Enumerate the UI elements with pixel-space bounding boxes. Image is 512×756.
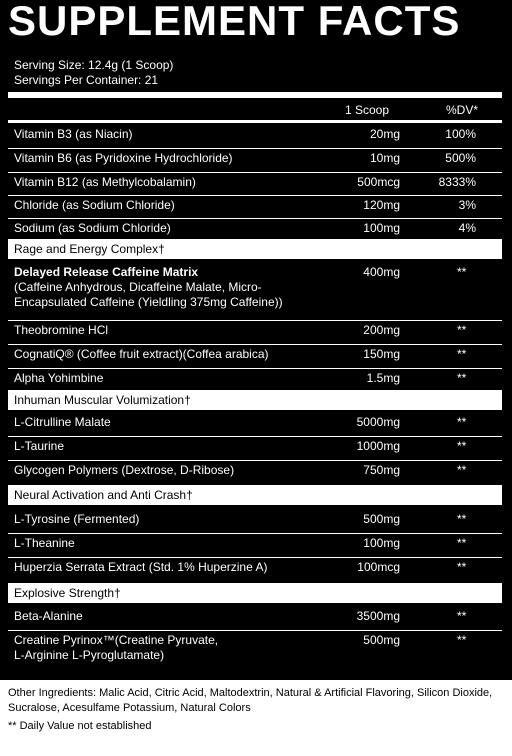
ingredient-row [8,557,502,580]
ingredient-name [14,265,283,310]
ingredient-row [8,460,502,482]
ingredient-name-bold: Delayed Release Caffeine Matrix [14,265,199,279]
ingredient-name-detail: (Caffeine Anhydrous, Dicaffeine Malate, Micro- [14,280,262,294]
ingredient-amount: 500mg [363,633,400,647]
ingredient-amount: 5000mg [356,415,400,429]
section-title: Neural Activation and Anti Crash† [14,488,193,502]
nutrient-dv: 3% [458,198,476,212]
nutrient-amount: 10mg [369,151,400,165]
ingredient-name: Theobromine HCl [14,323,109,337]
ingredient-name: L-Citrulline Malate [14,415,111,429]
section-title: Inhuman Muscular Volumization† [14,393,191,407]
ingredient-dv: ** [457,463,467,477]
ingredient-amount: 200mg [363,323,400,337]
ingredient-row [8,412,502,435]
ingredient-dv: ** [457,512,467,526]
ingredient-name: CognatiQ® (Coffee fruit extract)(Coffea arabica) [14,347,269,361]
ingredient-name: Alpha Yohimbine [14,371,104,385]
ingredient-amount: 100mcg [357,560,400,574]
ingredient-name: Huperzia Serrata Extract (Std. 1% Huperzine A) [14,560,268,574]
amount-column-header: 1 Scoop [344,103,389,117]
servings-per-container: Servings Per Container: 21 [14,73,159,87]
nutrient-row [8,124,502,148]
ingredient-name: Beta-Alanine [14,609,83,623]
section-header-explosive-strength [8,583,502,603]
ingredient-dv: ** [457,633,467,647]
ingredient-amount: 750mg [363,463,400,477]
ingredient-name: L-Taurine [14,439,65,453]
serving-size: Serving Size: 12.4g (1 Scoop) [14,58,174,72]
section-title: Rage and Energy Complex† [14,242,165,256]
ingredient-dv: ** [457,560,467,574]
nutrient-amount: 20mg [369,127,400,141]
ingredient-row [8,344,502,367]
ingredient-row [8,509,502,532]
dv-column-header: %DV* [445,103,478,117]
nutrient-dv: 4% [458,221,476,235]
ingredient-row [8,630,502,670]
section-header-rage-energy [8,239,502,259]
nutrient-row [8,148,502,172]
ingredient-name: Glycogen Polymers (Dextrose, D-Ribose) [14,463,235,477]
nutrient-amount: 120mg [363,198,400,212]
ingredient-row [8,606,502,629]
ingredient-dv: ** [457,371,467,385]
ingredient-name: L-Theanine [14,536,75,550]
ingredient-dv: ** [457,439,467,453]
ingredient-name: L-Tyrosine (Fermented) [14,512,140,526]
ingredient-amount: 100mg [363,536,400,550]
ingredient-row [8,436,502,459]
ingredient-name-line-1: Creatine Pyrinox™(Creatine Pyruvate, [14,633,219,647]
ingredient-dv: ** [457,536,467,550]
nutrient-name: Chloride (as Sodium Chloride) [14,198,175,212]
ingredient-amount: 1000mg [356,439,400,453]
nutrient-row [8,195,502,219]
ingredient-dv: ** [457,347,467,361]
ingredient-row [8,320,502,343]
nutrient-row [8,172,502,196]
other-ingredients: Other Ingredients: Malic Acid, Citric Acid, Maltodextrin, Natural & Artificial Flavoring, Silicon Dioxide, Sucralose, Acesulfame Potassium, Natural Colors [8,687,493,714]
ingredient-row [8,533,502,556]
section-header-muscular-volumization [8,390,502,410]
section-header-neural-activation [8,485,502,505]
thick-rule-2 [8,120,502,123]
ingredient-dv: ** [457,265,467,279]
nutrient-name: Vitamin B6 (as Pyridoxine Hydrochloride) [14,151,233,165]
nutrient-dv: 100% [445,127,476,141]
ingredient-dv: ** [457,609,467,623]
ingredient-amount: 150mg [363,347,400,361]
ingredient-name-line-2: L-Arginine L-Pyroglutamate) [14,648,165,662]
nutrient-name: Vitamin B12 (as Methylcobalamin) [14,175,196,189]
nutrient-name: Sodium (as Sodium Chloride) [14,221,171,235]
ingredient-dv: ** [457,323,467,337]
nutrient-dv: 8333% [438,175,476,189]
ingredient-amount: 400mg [363,265,400,279]
section-title: Explosive Strength† [14,586,121,600]
ingredient-name [14,633,218,663]
nutrient-row [8,218,502,238]
nutrient-dv: 500% [445,151,476,165]
nutrient-amount: 500mcg [357,175,400,189]
nutrient-amount: 100mg [363,221,400,235]
ingredient-name-detail-2: Encapsulated Caffeine (Yieldling 375mg Caffeine)) [14,295,283,309]
ingredient-amount: 500mg [363,512,400,526]
thick-rule [8,92,502,98]
ingredient-amount: 3500mg [356,609,400,623]
ingredient-row [8,368,502,389]
nutrient-name: Vitamin B3 (as Niacin) [14,127,133,141]
dv-footnote: ** Daily Value not established [8,720,152,732]
ingredient-amount: 1.5mg [366,371,400,385]
ingredient-dv: ** [457,415,467,429]
ingredient-row [8,262,502,318]
panel-title: SUPPLEMENT FACTS [8,0,461,44]
